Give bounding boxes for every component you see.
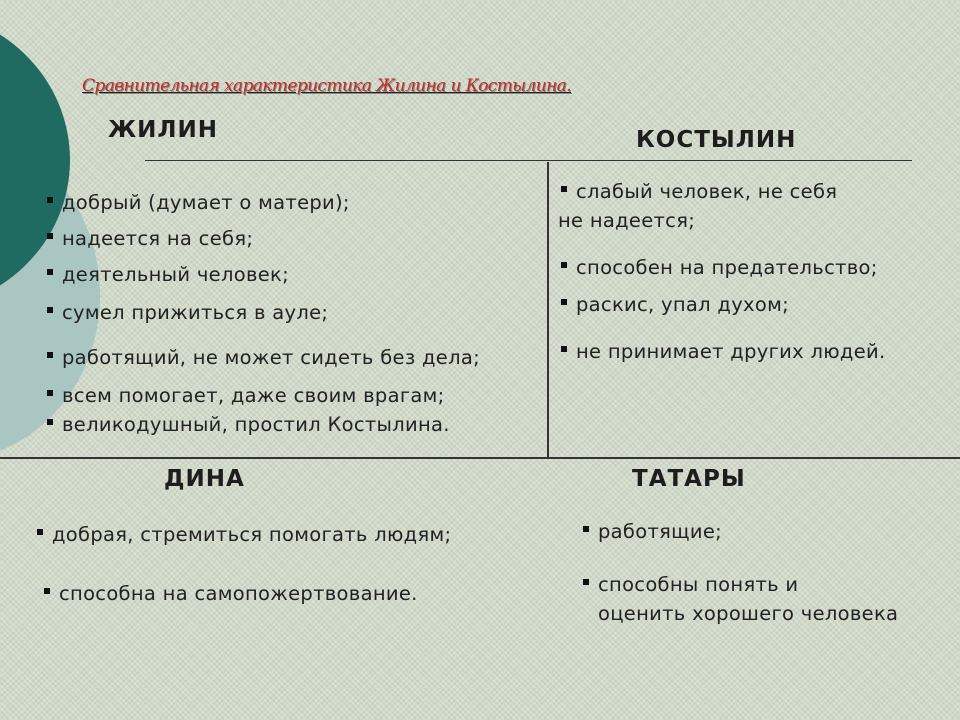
list-item: работящий, не может сидеть без дела; [46,345,480,371]
list-item: способны понять и [582,572,798,598]
list-item: добрая, стремиться помогать людям; [36,522,451,548]
list-item: добрый (думает о матери); [46,190,350,216]
bullet-icon [47,269,53,275]
list-item: способна на самопожертвование. [43,581,418,607]
bullet-icon [47,197,53,203]
bullet-icon [561,346,567,352]
list-item: не принимает других людей. [560,339,885,365]
list-item-continuation: не надеется; [558,209,696,232]
list-item: сумел прижиться в ауле; [46,300,328,326]
bullet-icon [583,579,589,585]
heading-kostylin: КОСТЫЛИН [636,127,797,153]
vertical-divider [547,162,549,458]
bullet-icon [47,352,53,358]
list-item: деятельный человек; [46,262,289,288]
middle-divider [0,457,960,459]
list-item: всем помогает, даже своим врагам; [46,383,445,409]
list-item: работящие; [582,519,722,545]
list-item: способен на предательство; [560,255,878,281]
bullet-icon [47,233,53,239]
slide-title: Сравнительная характеристика Жилина и Костылина. [82,76,572,96]
list-item-continuation: оценить хорошего человека [598,602,899,625]
bullet-icon [561,186,567,192]
list-item: слабый человек, не себя [560,179,837,205]
bullet-icon [561,262,567,268]
bullet-icon [44,588,50,594]
list-item: раскис, упал духом; [560,292,789,318]
heading-zhilin: ЖИЛИН [108,117,219,143]
bullet-icon [583,526,589,532]
bullet-icon [47,390,53,396]
bullet-icon [561,299,567,305]
bullet-icon [47,307,53,313]
list-item: великодушный, простил Костылина. [46,412,450,438]
bullet-icon [37,529,43,535]
bullet-icon [47,419,53,425]
list-item: надеется на себя; [46,226,253,252]
top-divider [145,160,912,161]
heading-tatary: ТАТАРЫ [632,466,746,492]
heading-dina: ДИНА [164,466,245,492]
